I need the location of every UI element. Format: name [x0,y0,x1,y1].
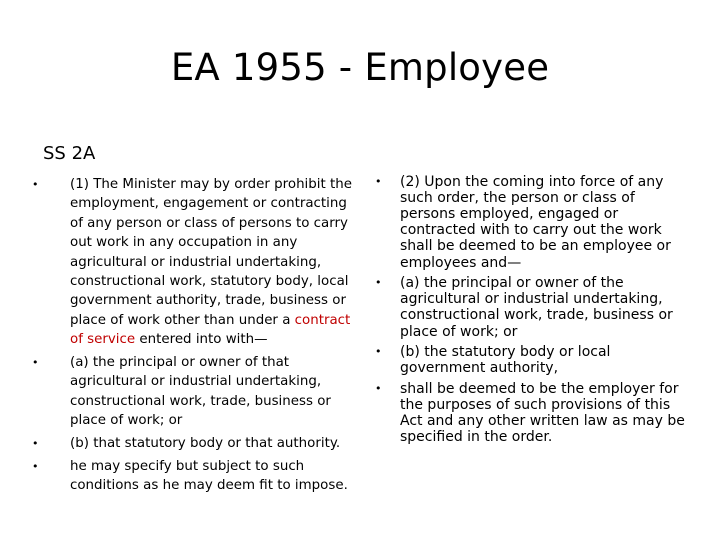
bullet-icon: • [375,174,382,188]
bullet-icon: • [32,459,39,473]
list-item-text: (2) Upon the coming into force of any such order, the person or class of persons employed, engaged or contracted with to carry out the work shall be deemed to be an employee or employees and— [400,173,671,271]
list-item-text: (1) The Minister may by order prohibit the employment, engagement or contracting of any person or class of persons to carry out work in any occupation in any agricultural or industrial undertaking, constructional work, statutory body, local government authority, trade, business or place of work other than under a contract of service entered into with— [70,177,352,348]
section-heading: SS 2A [43,143,96,164]
bullet-icon: • [375,276,382,290]
right-column-list [375,173,690,446]
bullet-icon: • [375,345,382,359]
list-item [375,275,690,340]
list-item-text: (b) the statutory body or local government authority, [400,344,611,377]
list-item [32,175,355,350]
list-item [32,434,355,453]
list-item [32,457,355,496]
list-item-text: (a) the principal or owner of that agricultural or industrial undertaking, constructional work, trade, business or place of work; or [70,355,331,429]
list-item [375,173,690,271]
left-column-list [32,175,355,496]
list-item-text: (a) the principal or owner of the agricultural or industrial undertaking, constructional work, trade, business or place of work; or [400,275,673,340]
list-item-text: he may specify but subject to such conditions as he may deem fit to impose. [70,458,348,494]
list-item [375,380,690,446]
bullet-icon: • [375,381,382,395]
bullet-icon: • [32,178,39,191]
bullet-icon: • [32,356,39,370]
list-item [32,353,355,431]
list-item-text: shall be deemed to be the employer for the purposes of such provisions of this Act and any other written law as may be specified in the order. [400,380,685,446]
highlighted-term: contract of service [70,312,351,348]
list-item [375,344,690,377]
bullet-icon: • [32,437,39,451]
slide-title: EA 1955 - Employee [170,46,550,89]
list-item-text: (b) that statutory body or that authority. [70,436,341,452]
